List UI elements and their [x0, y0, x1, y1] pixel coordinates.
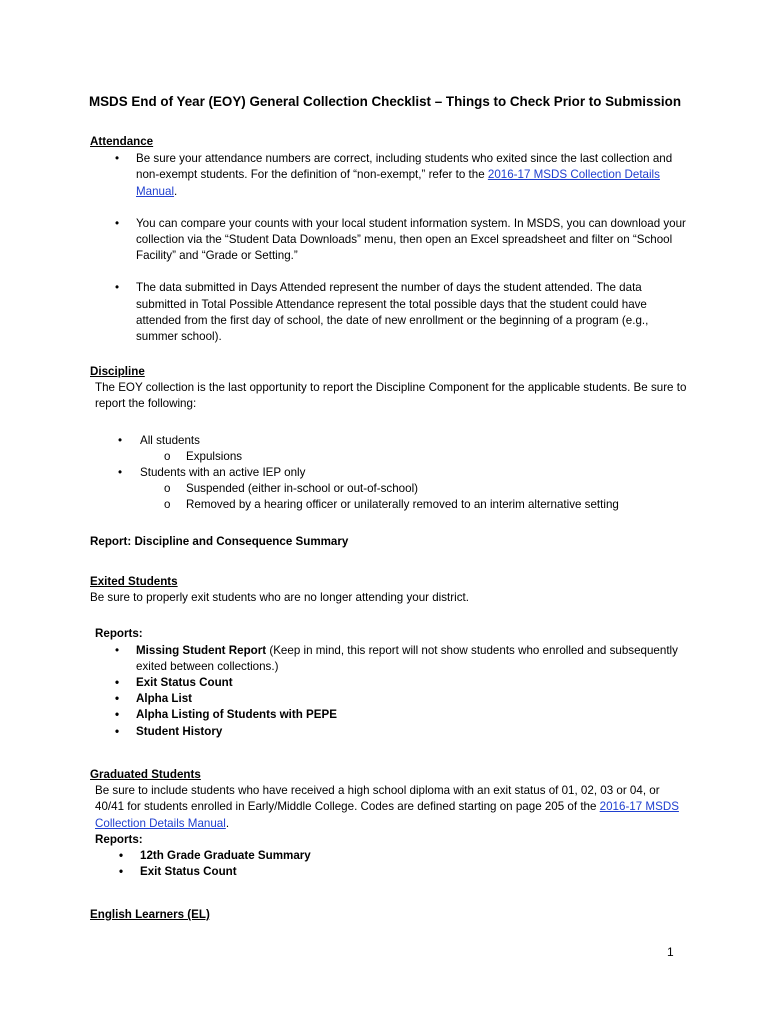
discipline-intro: The EOY collection is the last opportunity to report the Discipline Component for the applicable students. Be sure to report the following: — [95, 381, 687, 411]
bullet-icon: • — [115, 152, 120, 166]
document-title: MSDS End of Year (EOY) General Collection Checklist – Things to Check Prior to Submission — [88, 94, 682, 109]
graduate-summary-text: 12th Grade Graduate Summary — [140, 849, 311, 863]
graduated-intro-end: . — [225, 816, 230, 830]
graduated-intro — [90, 783, 690, 832]
bullet-icon: • — [115, 216, 120, 230]
attendance-bullet-3 — [90, 280, 690, 345]
attendance-bullet-2-text: You can compare your counts with your local student information system. In MSDS, you can download your collection via the “Student Data Downloads” menu, then open an Excel spreadsheet and filter on “School Facility” and “Grade or Setting.” — [136, 216, 686, 263]
attendance-section — [90, 134, 690, 345]
exited-report-1 — [90, 643, 690, 675]
exit-status-count-text: Exit Status Count — [136, 676, 233, 690]
all-students-text: All students — [140, 433, 200, 447]
student-history-text: Student History — [136, 724, 223, 738]
expulsions-text: Expulsions — [186, 449, 243, 463]
discipline-section — [90, 364, 690, 550]
attendance-bullet-3-text: The data submitted in Days Attended represent the number of days the student attended. The data submitted in Total Possible Attendance represent the total possible days that the student could have attended from the first day of school, the date of new enrollment or the beginning of a program (e.g., summer school). — [136, 281, 649, 344]
graduated-heading: Graduated Students — [90, 768, 201, 781]
exited-section — [90, 574, 690, 740]
graduated-report-2 — [90, 864, 690, 880]
page-number: 1 — [667, 945, 674, 959]
missing-student-report-text: Missing Student Report — [136, 643, 267, 657]
el-section — [90, 907, 690, 923]
discipline-suspended — [90, 481, 690, 497]
attendance-bullet-1 — [90, 151, 690, 200]
collection-details-manual-link[interactable]: 2016-17 MSDS Collection Details Manual — [136, 168, 660, 198]
graduated-section — [90, 767, 690, 880]
bullet-icon: • — [115, 281, 120, 295]
discipline-removed — [90, 497, 690, 513]
graduated-intro-text: Be sure to include students who have received a high school diploma with an exit status of 01, 02, 03 or 04, or 40/41 for students enrolled in Early/Middle College. Codes are defined starting on page 205 of the — [95, 784, 660, 814]
discipline-report: Report: Discipline and Consequence Summary — [90, 534, 349, 548]
bullet-icon: • — [119, 849, 124, 863]
attendance-bullet-1-text: Be sure your attendance numbers are correct, including students who exited since the last collection and non-exempt students. For the definition of “non-exempt,” refer to the — [136, 152, 673, 182]
alpha-list-text: Alpha List — [136, 692, 193, 706]
attendance-heading: Attendance — [90, 135, 154, 148]
bullet-icon: • — [115, 643, 120, 657]
graduated-manual-link[interactable]: 2016-17 MSDS Collection Details Manual — [95, 800, 679, 830]
graduated-exit-status-text: Exit Status Count — [140, 865, 237, 879]
exited-reports-label: Reports: — [95, 627, 143, 641]
bullet-icon: • — [115, 708, 120, 722]
exited-report-2 — [90, 675, 690, 691]
removed-text: Removed by a hearing officer or unilaterally removed to an interim alternative setting — [186, 498, 619, 512]
bullet-icon: • — [115, 692, 120, 706]
alpha-listing-pepe-text: Alpha Listing of Students with PEPE — [136, 708, 337, 722]
discipline-all-students — [90, 433, 690, 449]
discipline-iep — [90, 465, 690, 481]
bullet-icon: • — [118, 433, 123, 447]
missing-student-report-note: (Keep in mind, this report will not show students who enrolled and subsequently exited between collections.) — [136, 643, 678, 673]
exited-report-3 — [90, 691, 690, 707]
sub-bullet-icon: o — [164, 498, 171, 512]
discipline-expulsions — [90, 449, 690, 465]
bullet-icon: • — [119, 865, 124, 879]
sub-bullet-icon: o — [164, 482, 171, 496]
discipline-heading: Discipline — [90, 365, 145, 378]
iep-text: Students with an active IEP only — [140, 466, 306, 480]
attendance-bullet-2 — [90, 216, 690, 265]
exited-report-5 — [90, 724, 690, 740]
el-heading: English Learners (EL) — [90, 908, 210, 921]
sub-bullet-icon: o — [164, 449, 171, 463]
exited-heading: Exited Students — [90, 575, 178, 588]
graduated-report-1 — [90, 848, 690, 864]
bullet-icon: • — [115, 724, 120, 738]
graduated-reports-label: Reports: — [95, 832, 143, 846]
bullet-icon: • — [118, 466, 123, 480]
suspended-text: Suspended (either in-school or out-of-school) — [186, 482, 418, 496]
exited-report-4 — [90, 707, 690, 723]
attendance-bullet-1-end: . — [174, 184, 178, 198]
bullet-icon: • — [115, 676, 120, 690]
exited-intro: Be sure to properly exit students who are no longer attending your district. — [90, 591, 469, 605]
